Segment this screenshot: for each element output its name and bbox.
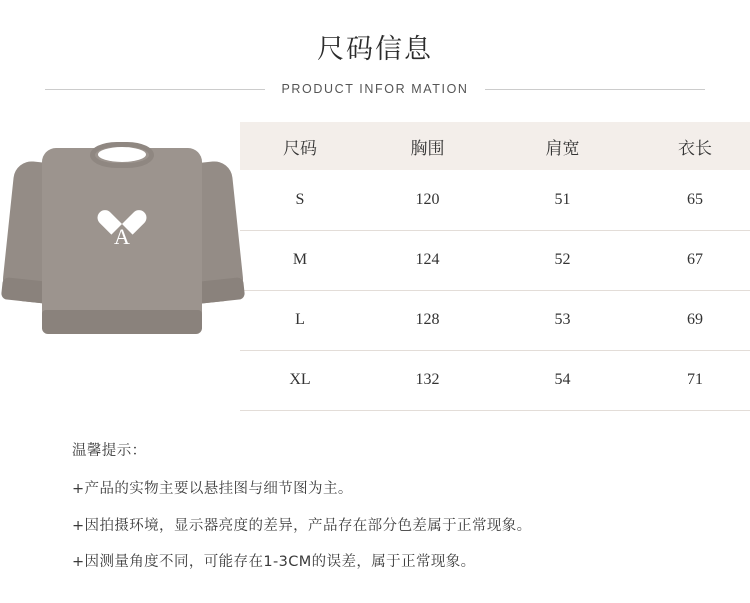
divider-left [45, 89, 265, 90]
column-header-bust: 胸围 [360, 122, 495, 170]
note-item: +产品的实物主要以悬挂图与细节图为主。 [72, 481, 353, 498]
cell-shoulder: 54 [495, 350, 630, 410]
note-item: +因测量角度不同，可能存在1-3CM的误差，属于正常现象。 [72, 554, 476, 571]
logo-letter: A [114, 224, 130, 249]
cell-length: 67 [630, 230, 750, 290]
divider-right [485, 89, 705, 90]
sweater-hem [42, 310, 202, 334]
cell-size: M [240, 230, 360, 290]
column-header-shoulder: 肩宽 [495, 122, 630, 170]
table-header-row [240, 122, 750, 170]
cell-size: S [240, 170, 360, 230]
table-row [240, 230, 750, 290]
cell-bust: 128 [360, 290, 495, 350]
heart-icon [107, 200, 137, 227]
size-table [240, 122, 750, 411]
cell-size: XL [240, 350, 360, 410]
content-area [0, 122, 750, 411]
cell-size: L [240, 290, 360, 350]
column-header-length: 衣长 [630, 122, 750, 170]
cell-shoulder: 51 [495, 170, 630, 230]
note-item: +因拍摄环境，显示器亮度的差异，产品存在部分色差属于正常现象。 [72, 517, 532, 534]
table-row [240, 290, 750, 350]
notes-section [72, 440, 712, 588]
cell-bust: 120 [360, 170, 495, 230]
cell-bust: 124 [360, 230, 495, 290]
subtitle-row [0, 82, 750, 96]
page-subtitle: PRODUCT INFOR MATION [281, 82, 469, 96]
notes-title: 温馨提示： [72, 443, 147, 459]
cell-bust: 132 [360, 350, 495, 410]
size-table-area [240, 122, 750, 411]
cell-length: 65 [630, 170, 750, 230]
cell-shoulder: 52 [495, 230, 630, 290]
product-image [8, 140, 236, 370]
page-title: 尺码信息 [317, 34, 433, 65]
cell-shoulder: 53 [495, 290, 630, 350]
table-row [240, 350, 750, 410]
table-row [240, 170, 750, 230]
collar-opening [98, 147, 146, 162]
column-header-size: 尺码 [240, 122, 360, 170]
cell-length: 69 [630, 290, 750, 350]
cell-length: 71 [630, 350, 750, 410]
